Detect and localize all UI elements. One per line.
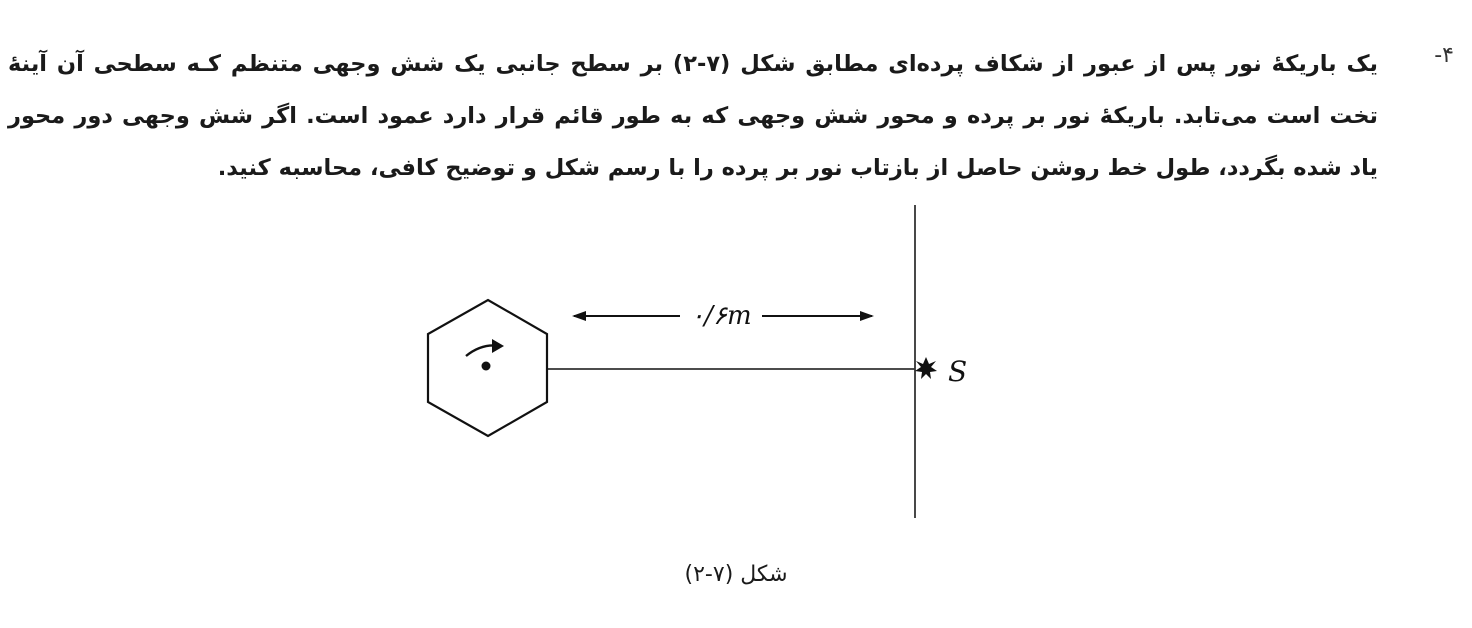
light-source-icon <box>915 357 937 379</box>
distance-label: ۰/۶m <box>690 301 752 331</box>
figure-diagram <box>0 196 1472 536</box>
figure-caption: شکل (۷-۲) <box>684 562 788 587</box>
figure <box>0 196 1472 536</box>
problem-number: -۴ <box>1434 43 1454 68</box>
rotation-axis-dot <box>482 362 491 371</box>
problem-text: یک باریکهٔ نور پس از عبور از شکاف پرده‌ای مطابق شکل (۷-۲) بر سطح جانبی یک شش وجهی متنظم کـه سطحی آن آینهٔ تخت است می‌تابد. باریکهٔ نور بر پرده و محور شش وجهی که به طور قائم قرار دارد عمود است. اگر شش وجهی دور محور یاد شده بگردد، طول خط روشن حاصل از بازتاب نور بر پرده را با رسم شکل و توضیح کافی، محاسبه کنید. <box>8 51 1378 181</box>
source-label: S <box>948 355 968 388</box>
